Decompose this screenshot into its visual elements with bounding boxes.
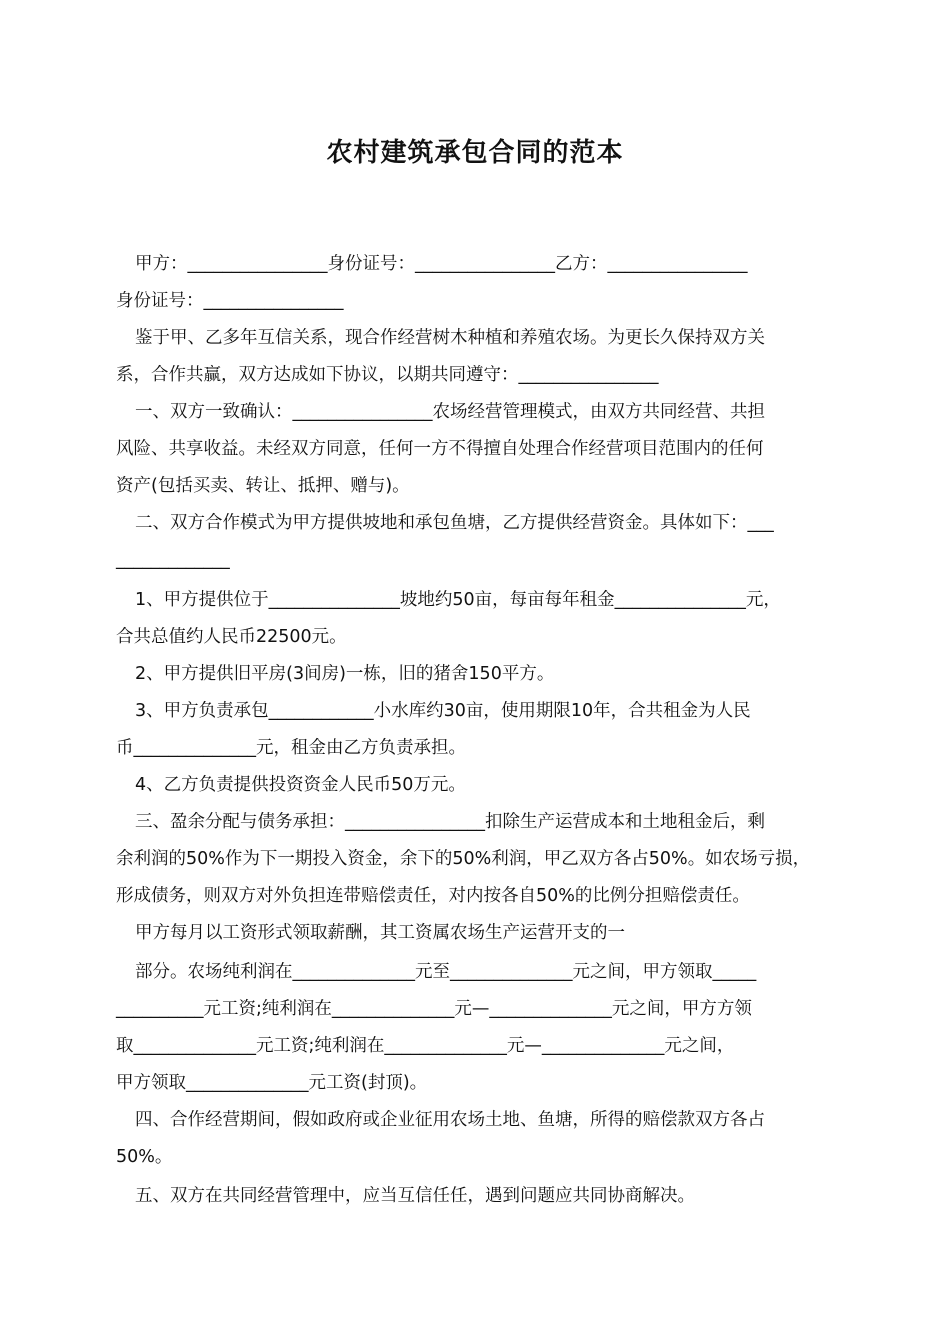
- item-1-line-1: 1、甲方提供位于_______________坡地约50亩，每亩每年租金_______________元，: [135, 590, 781, 610]
- preamble-line-2: 系，合作共赢，双方达成如下协议，以期共同遵守：________________: [116, 365, 659, 385]
- clause-3-line-1: 三、盈余分配与债务承担：________________扣除生产运营成本和土地租金后，剩: [135, 812, 765, 832]
- clause-1-line-3: 资产(包括买卖、转让、抵押、赠与)。: [116, 476, 410, 496]
- clause-1-line-1: 一、双方一致确认：________________农场经营管理模式，由双方共同经营、共担: [135, 402, 765, 422]
- party-line: 甲方：________________身份证号：________________乙方：________________: [135, 254, 748, 274]
- document-title: 农村建筑承包合同的范本: [326, 138, 624, 168]
- clause-4-line-2: 50%。: [116, 1147, 173, 1167]
- clause-1-line-2: 风险、共享收益。未经双方同意，任何一方不得擅自处理合作经营项目范围内的任何: [116, 439, 764, 459]
- clause-2-line-1: 二、双方合作模式为甲方提供坡地和承包鱼塘，乙方提供经营资金。具体如下：___: [135, 513, 774, 533]
- salary-line-2: 部分。农场纯利润在______________元至______________元之间，甲方领取_____: [135, 962, 757, 982]
- item-1-line-2: 合共总值约人民币22500元。: [116, 627, 347, 647]
- salary-line-4: 取______________元工资;纯利润在______________元—______________元之间，: [116, 1036, 735, 1056]
- salary-line-3: __________元工资;纯利润在______________元—______________元之间，甲方方领: [116, 999, 752, 1019]
- item-4-line: 4、乙方负责提供投资资金人民币50万元。: [135, 775, 466, 795]
- item-3-line-1: 3、甲方负责承包____________小水库约30亩，使用期限10年，合共租金为人民: [135, 701, 751, 721]
- id-line: 身份证号：________________: [116, 291, 344, 311]
- salary-line-1: 甲方每月以工资形式领取薪酬，其工资属农场生产运营开支的一: [135, 923, 625, 943]
- salary-line-5: 甲方领取______________元工资(封顶)。: [116, 1073, 428, 1093]
- clause-4-line-1: 四、合作经营期间，假如政府或企业征用农场土地、鱼塘，所得的赔偿款双方各占: [135, 1110, 765, 1130]
- clause-2-line-2: _____________: [116, 550, 230, 570]
- clause-5-line: 五、双方在共同经营管理中，应当互信任任，遇到问题应共同协商解决。: [135, 1186, 695, 1206]
- item-2-line: 2、甲方提供旧平房(3间房)一栋，旧的猪舍150平方。: [135, 664, 555, 684]
- clause-3-line-2: 余利润的50%作为下一期投入资金，余下的50%利润，甲乙双方各占50%。如农场亏损，: [116, 849, 811, 869]
- item-3-line-2: 币______________元，租金由乙方负责承担。: [116, 738, 466, 758]
- clause-3-line-3: 形成债务，则双方对外负担连带赔偿责任，对内按各自50%的比例分担赔偿责任。: [116, 886, 750, 906]
- preamble-line-1: 鉴于甲、乙多年互信关系，现合作经营树木种植和养殖农场。为更长久保持双方关: [135, 328, 765, 348]
